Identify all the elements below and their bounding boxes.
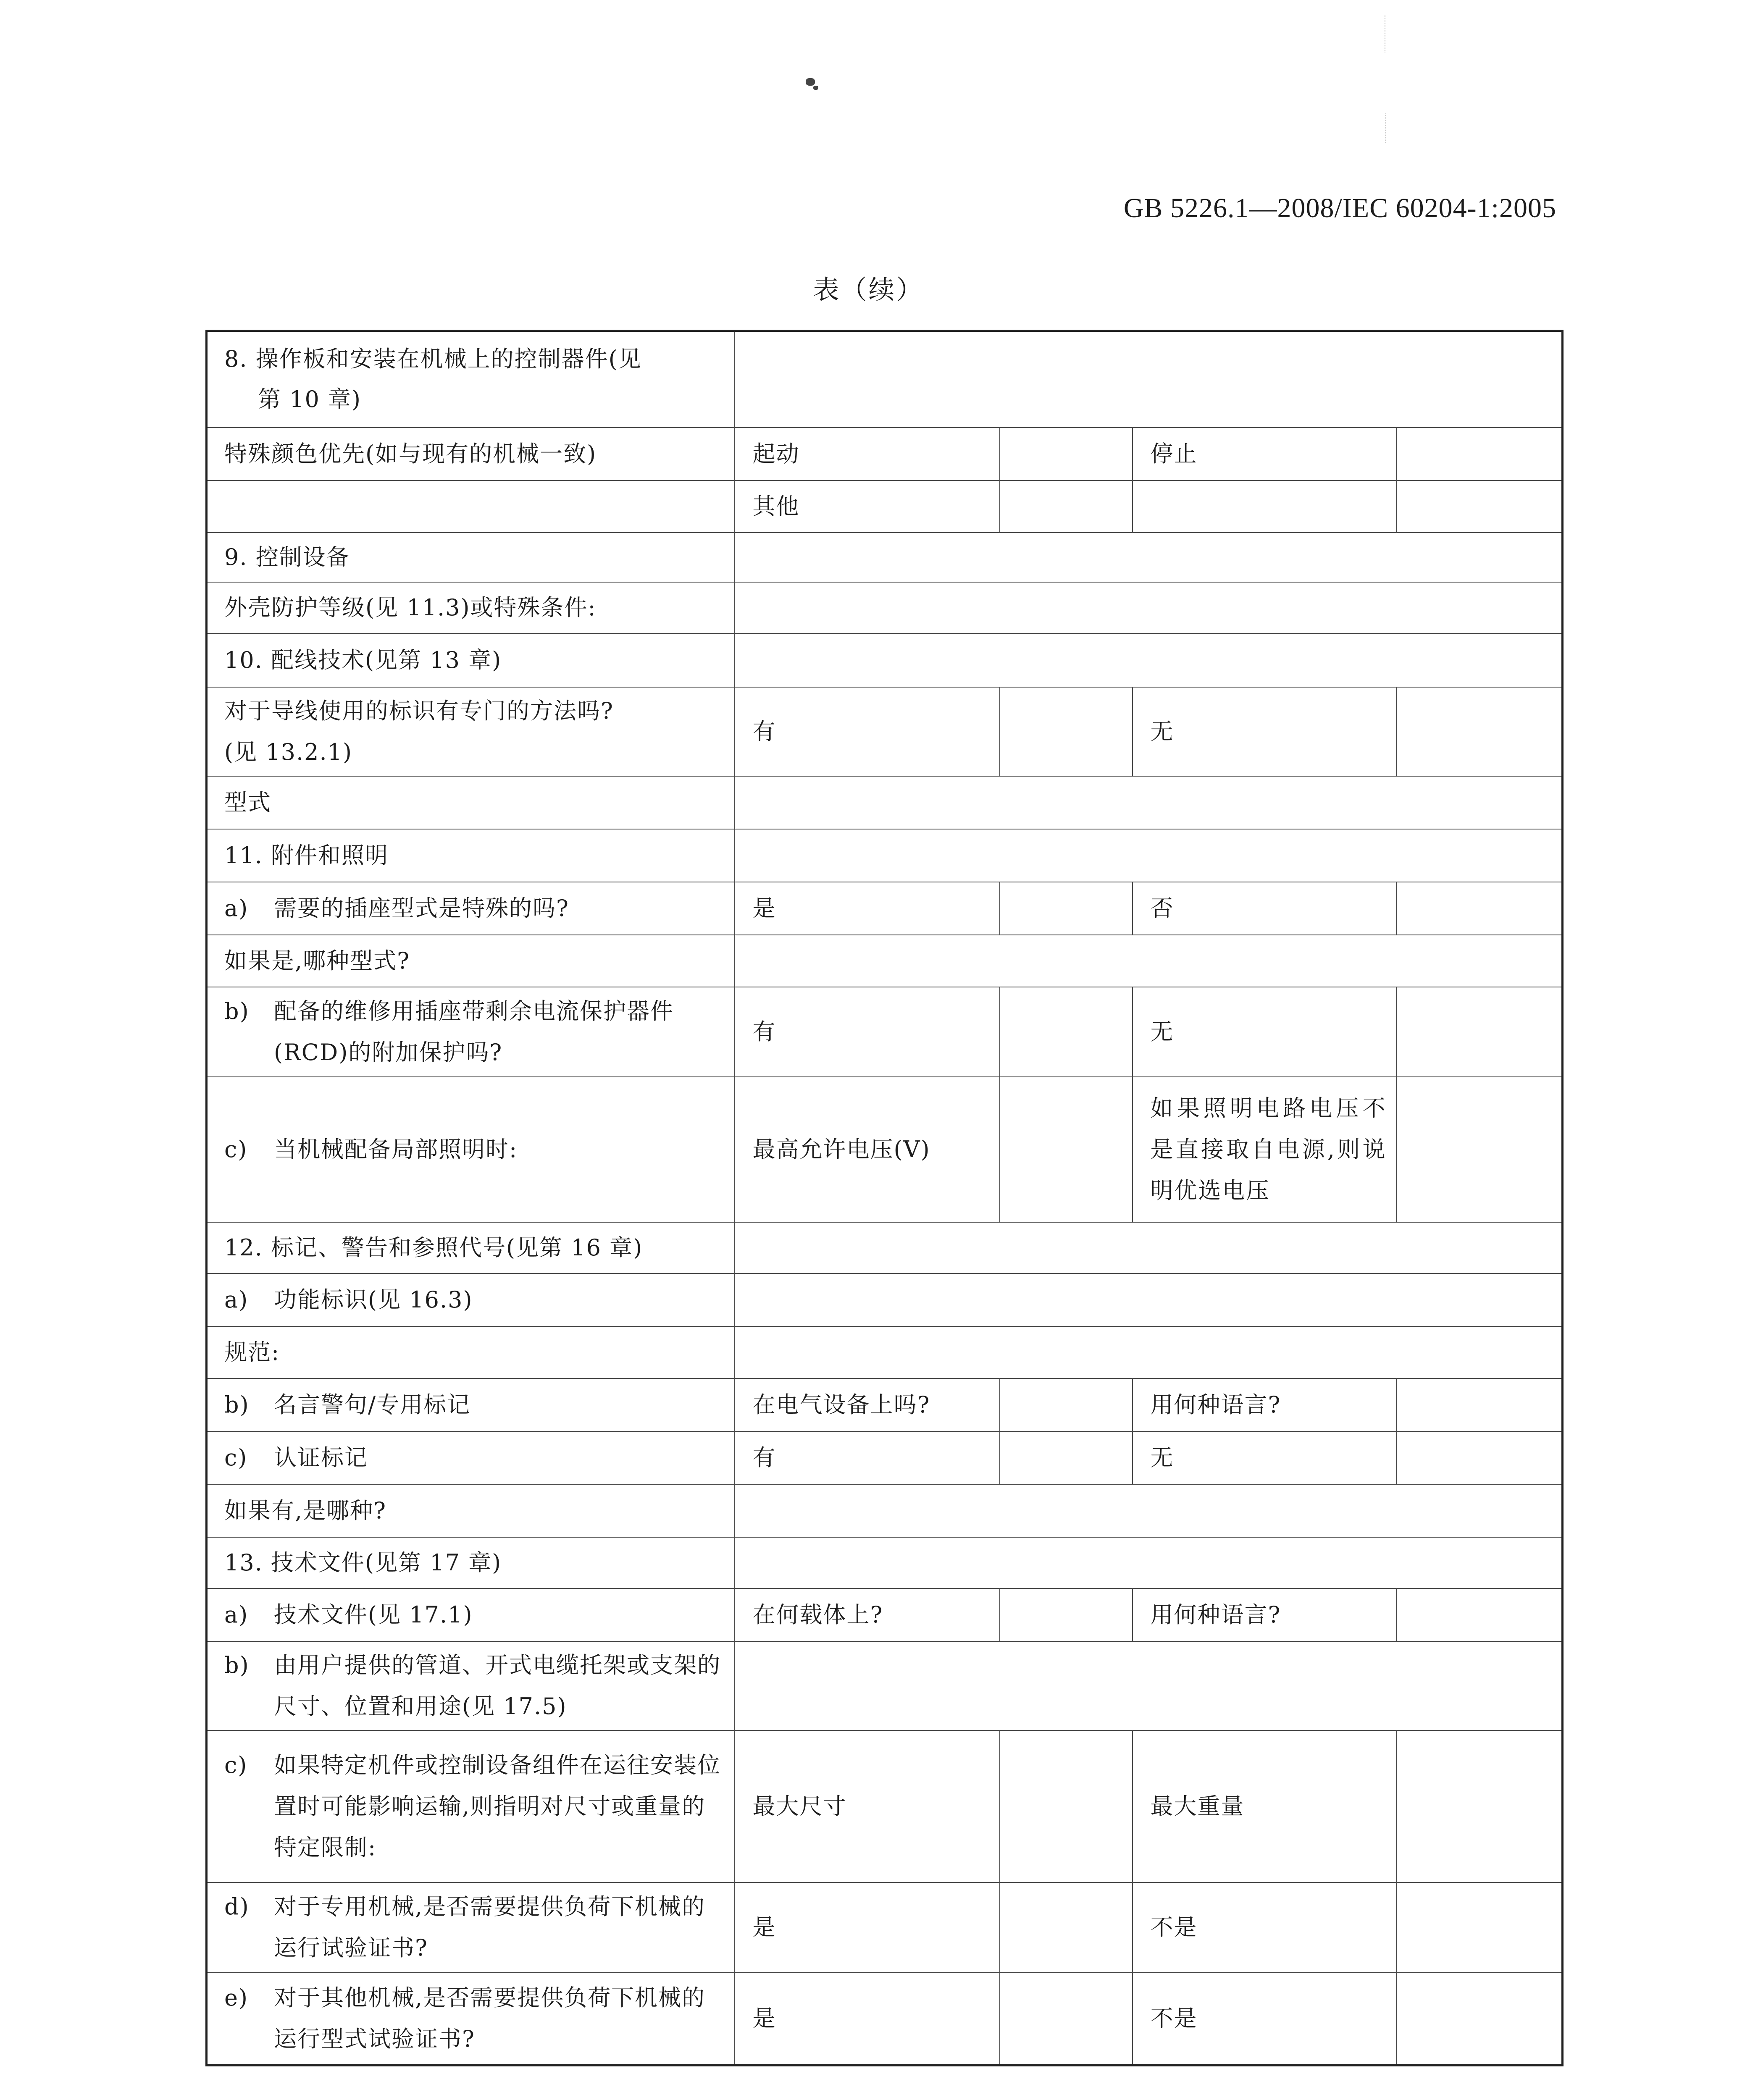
answer-cell[interactable] xyxy=(735,776,1563,829)
item-text: 技术文件(见 17.1) xyxy=(274,1601,473,1628)
option-label: 起动 xyxy=(735,428,1000,480)
answer-cell[interactable] xyxy=(1000,1378,1133,1431)
table-row xyxy=(207,331,1563,428)
table-row xyxy=(207,480,1563,533)
row-label xyxy=(207,1588,735,1641)
table-row xyxy=(207,1730,1563,1882)
item-marker: b) xyxy=(224,1391,250,1418)
answer-cell[interactable] xyxy=(1396,1077,1563,1222)
table-row xyxy=(207,1972,1563,2066)
section-9-heading: 9. 控制设备 xyxy=(207,533,735,582)
item-text: 名言警句/专用标记 xyxy=(274,1391,471,1418)
table-row xyxy=(207,882,1563,935)
item-text: 认证标记 xyxy=(274,1444,368,1471)
row-label: 规范: xyxy=(207,1326,735,1378)
answer-cell[interactable] xyxy=(1000,480,1133,533)
answer-cell[interactable] xyxy=(735,1537,1563,1588)
table-row xyxy=(207,776,1563,829)
row-label xyxy=(207,1882,735,1972)
answer-cell[interactable] xyxy=(735,1641,1563,1730)
scan-speck xyxy=(806,78,815,86)
scan-edge-marks xyxy=(1385,113,1387,143)
table-row xyxy=(207,633,1563,687)
scan-speck xyxy=(813,86,818,90)
answer-cell[interactable] xyxy=(1000,882,1133,935)
section-10-heading: 10. 配线技术(见第 13 章) xyxy=(207,633,735,687)
item-marker: b) xyxy=(224,998,250,1024)
item-marker: a) xyxy=(224,895,249,921)
answer-cell[interactable] xyxy=(1396,428,1563,480)
row-label xyxy=(207,1641,735,1730)
item-marker: a) xyxy=(224,1286,249,1313)
row-label-empty xyxy=(207,480,735,533)
row-label xyxy=(207,1378,735,1431)
row-label xyxy=(207,1077,735,1222)
row-label xyxy=(207,1972,735,2066)
item-text: 配备的维修用插座带剩余电流保护器件(RCD)的附加保护吗? xyxy=(274,998,674,1066)
section-12-heading: 12. 标记、警告和参照代号(见第 16 章) xyxy=(207,1222,735,1273)
answer-cell[interactable] xyxy=(1000,1431,1133,1484)
section-11-heading: 11. 附件和照明 xyxy=(207,829,735,882)
table-row xyxy=(207,1273,1563,1326)
option-label: 在电气设备上吗? xyxy=(735,1378,1000,1431)
item-text: 如果特定机件或控制设备组件在运往安装位置时可能影响运输,则指明对尺寸或重量的特定限制: xyxy=(274,1751,721,1861)
row-label: 如果是,哪种型式? xyxy=(207,935,735,987)
table-row xyxy=(207,1077,1563,1222)
table-row xyxy=(207,687,1563,776)
item-marker: d) xyxy=(224,1893,250,1920)
answer-cell[interactable] xyxy=(735,1484,1563,1537)
item-text: 功能标识(见 16.3) xyxy=(274,1286,473,1313)
row-label: 型式 xyxy=(207,776,735,829)
option-label: 在何载体上? xyxy=(735,1588,1000,1641)
item-marker: c) xyxy=(224,1136,248,1163)
option-label: 停止 xyxy=(1133,428,1396,480)
row-label xyxy=(207,882,735,935)
answer-cell[interactable] xyxy=(1396,480,1563,533)
option-label: 否 xyxy=(1133,882,1396,935)
item-text: 对于其他机械,是否需要提供负荷下机械的运行型式试验证书? xyxy=(274,1984,706,2052)
option-label: 是 xyxy=(735,1972,1000,2066)
table-row xyxy=(207,1222,1563,1273)
option-label: 其他 xyxy=(735,480,1000,533)
answer-cell[interactable] xyxy=(1396,1730,1563,1882)
answer-cell[interactable] xyxy=(735,582,1563,633)
label-line-2: (见 13.2.1) xyxy=(224,738,353,765)
row-label xyxy=(207,1273,735,1326)
item-marker: e) xyxy=(224,1984,249,2011)
option-label: 有 xyxy=(735,1431,1000,1484)
answer-cell[interactable] xyxy=(1396,1588,1563,1641)
answer-cell[interactable] xyxy=(1396,1972,1563,2066)
answer-cell[interactable] xyxy=(1396,687,1563,776)
table-row xyxy=(207,1484,1563,1537)
answer-cell[interactable] xyxy=(1396,882,1563,935)
section-8-heading xyxy=(207,331,735,428)
table-row xyxy=(207,1588,1563,1641)
answer-cell[interactable] xyxy=(1000,1972,1133,2066)
item-marker: a) xyxy=(224,1601,249,1628)
answer-cell[interactable] xyxy=(735,829,1563,882)
row-label: 如果有,是哪种? xyxy=(207,1484,735,1537)
option-label: 无 xyxy=(1133,687,1396,776)
option-label: 有 xyxy=(735,987,1000,1077)
label-line-1: 对于导线使用的标识有专门的方法吗? xyxy=(224,697,614,724)
section-13-heading: 13. 技术文件(见第 17 章) xyxy=(207,1537,735,1588)
table-caption: 表（续） xyxy=(813,274,924,305)
item-text: 由用户提供的管道、开式电缆托架或支架的尺寸、位置和用途(见 17.5) xyxy=(274,1651,721,1719)
row-label: 特殊颜色优先(如与现有的机械一致) xyxy=(207,428,735,480)
option-label: 最高允许电压(V) xyxy=(735,1077,1000,1222)
option-label: 是 xyxy=(735,1882,1000,1972)
label-line-1: 8. 操作板和安装在机械上的控制器件(见 xyxy=(224,346,642,373)
row-label xyxy=(207,1730,735,1882)
table-row xyxy=(207,1641,1563,1730)
item-text: 需要的插座型式是特殊的吗? xyxy=(274,895,569,921)
row-label xyxy=(207,687,735,776)
table-row xyxy=(207,533,1563,582)
row-label xyxy=(207,987,735,1077)
table-row xyxy=(207,987,1563,1077)
table-row xyxy=(207,829,1563,882)
answer-cell[interactable] xyxy=(735,633,1563,687)
option-label: 最大尺寸 xyxy=(735,1730,1000,1882)
table-row xyxy=(207,428,1563,480)
answer-cell[interactable] xyxy=(1000,1077,1133,1222)
option-label: 有 xyxy=(735,687,1000,776)
standard-code: GB 5226.1—2008/IEC 60204-1:2005 xyxy=(1123,193,1556,223)
answer-cell[interactable] xyxy=(735,935,1563,987)
label-line-2: 第 10 章) xyxy=(258,386,362,413)
option-label: 如果照明电路电压不是直接取自电源,则说明优选电压 xyxy=(1133,1077,1396,1222)
answer-cell[interactable] xyxy=(1000,987,1133,1077)
option-label: 无 xyxy=(1133,1431,1396,1484)
row-label xyxy=(207,1431,735,1484)
table-row xyxy=(207,1378,1563,1431)
option-label: 是 xyxy=(735,882,1000,935)
option-label: 无 xyxy=(1133,987,1396,1077)
answer-cell[interactable] xyxy=(735,533,1563,582)
answer-cell[interactable] xyxy=(1000,1882,1133,1972)
row-label: 外壳防护等级(见 11.3)或特殊条件: xyxy=(207,582,735,633)
specification-form-table xyxy=(205,330,1564,2066)
scan-edge-marks xyxy=(1385,15,1386,52)
answer-cell[interactable] xyxy=(1000,428,1133,480)
item-marker: b) xyxy=(224,1651,250,1678)
answer-cell[interactable] xyxy=(1000,1730,1133,1882)
answer-cell[interactable] xyxy=(1396,987,1563,1077)
answer-cell[interactable] xyxy=(1000,1588,1133,1641)
answer-cell[interactable] xyxy=(1396,1378,1563,1431)
answer-cell[interactable] xyxy=(1396,1431,1563,1484)
item-marker: c) xyxy=(224,1751,248,1778)
answer-cell[interactable] xyxy=(735,331,1563,428)
option-label: 最大重量 xyxy=(1133,1730,1396,1882)
option-label: 不是 xyxy=(1133,1972,1396,2066)
item-text: 对于专用机械,是否需要提供负荷下机械的运行试验证书? xyxy=(274,1893,706,1961)
table-row xyxy=(207,1431,1563,1484)
answer-cell[interactable] xyxy=(735,1222,1563,1273)
option-label: 不是 xyxy=(1133,1882,1396,1972)
item-text: 当机械配备局部照明时: xyxy=(274,1136,518,1163)
table-row xyxy=(207,582,1563,633)
answer-cell[interactable] xyxy=(1000,687,1133,776)
answer-cell[interactable] xyxy=(735,1273,1563,1326)
item-marker: c) xyxy=(224,1444,248,1471)
answer-cell[interactable] xyxy=(1133,480,1396,533)
table-row xyxy=(207,1326,1563,1378)
answer-cell[interactable] xyxy=(735,1326,1563,1378)
option-label: 用何种语言? xyxy=(1133,1588,1396,1641)
answer-cell[interactable] xyxy=(1396,1882,1563,1972)
table-row xyxy=(207,1882,1563,1972)
option-label: 用何种语言? xyxy=(1133,1378,1396,1431)
table-row xyxy=(207,935,1563,987)
table-row xyxy=(207,1537,1563,1588)
